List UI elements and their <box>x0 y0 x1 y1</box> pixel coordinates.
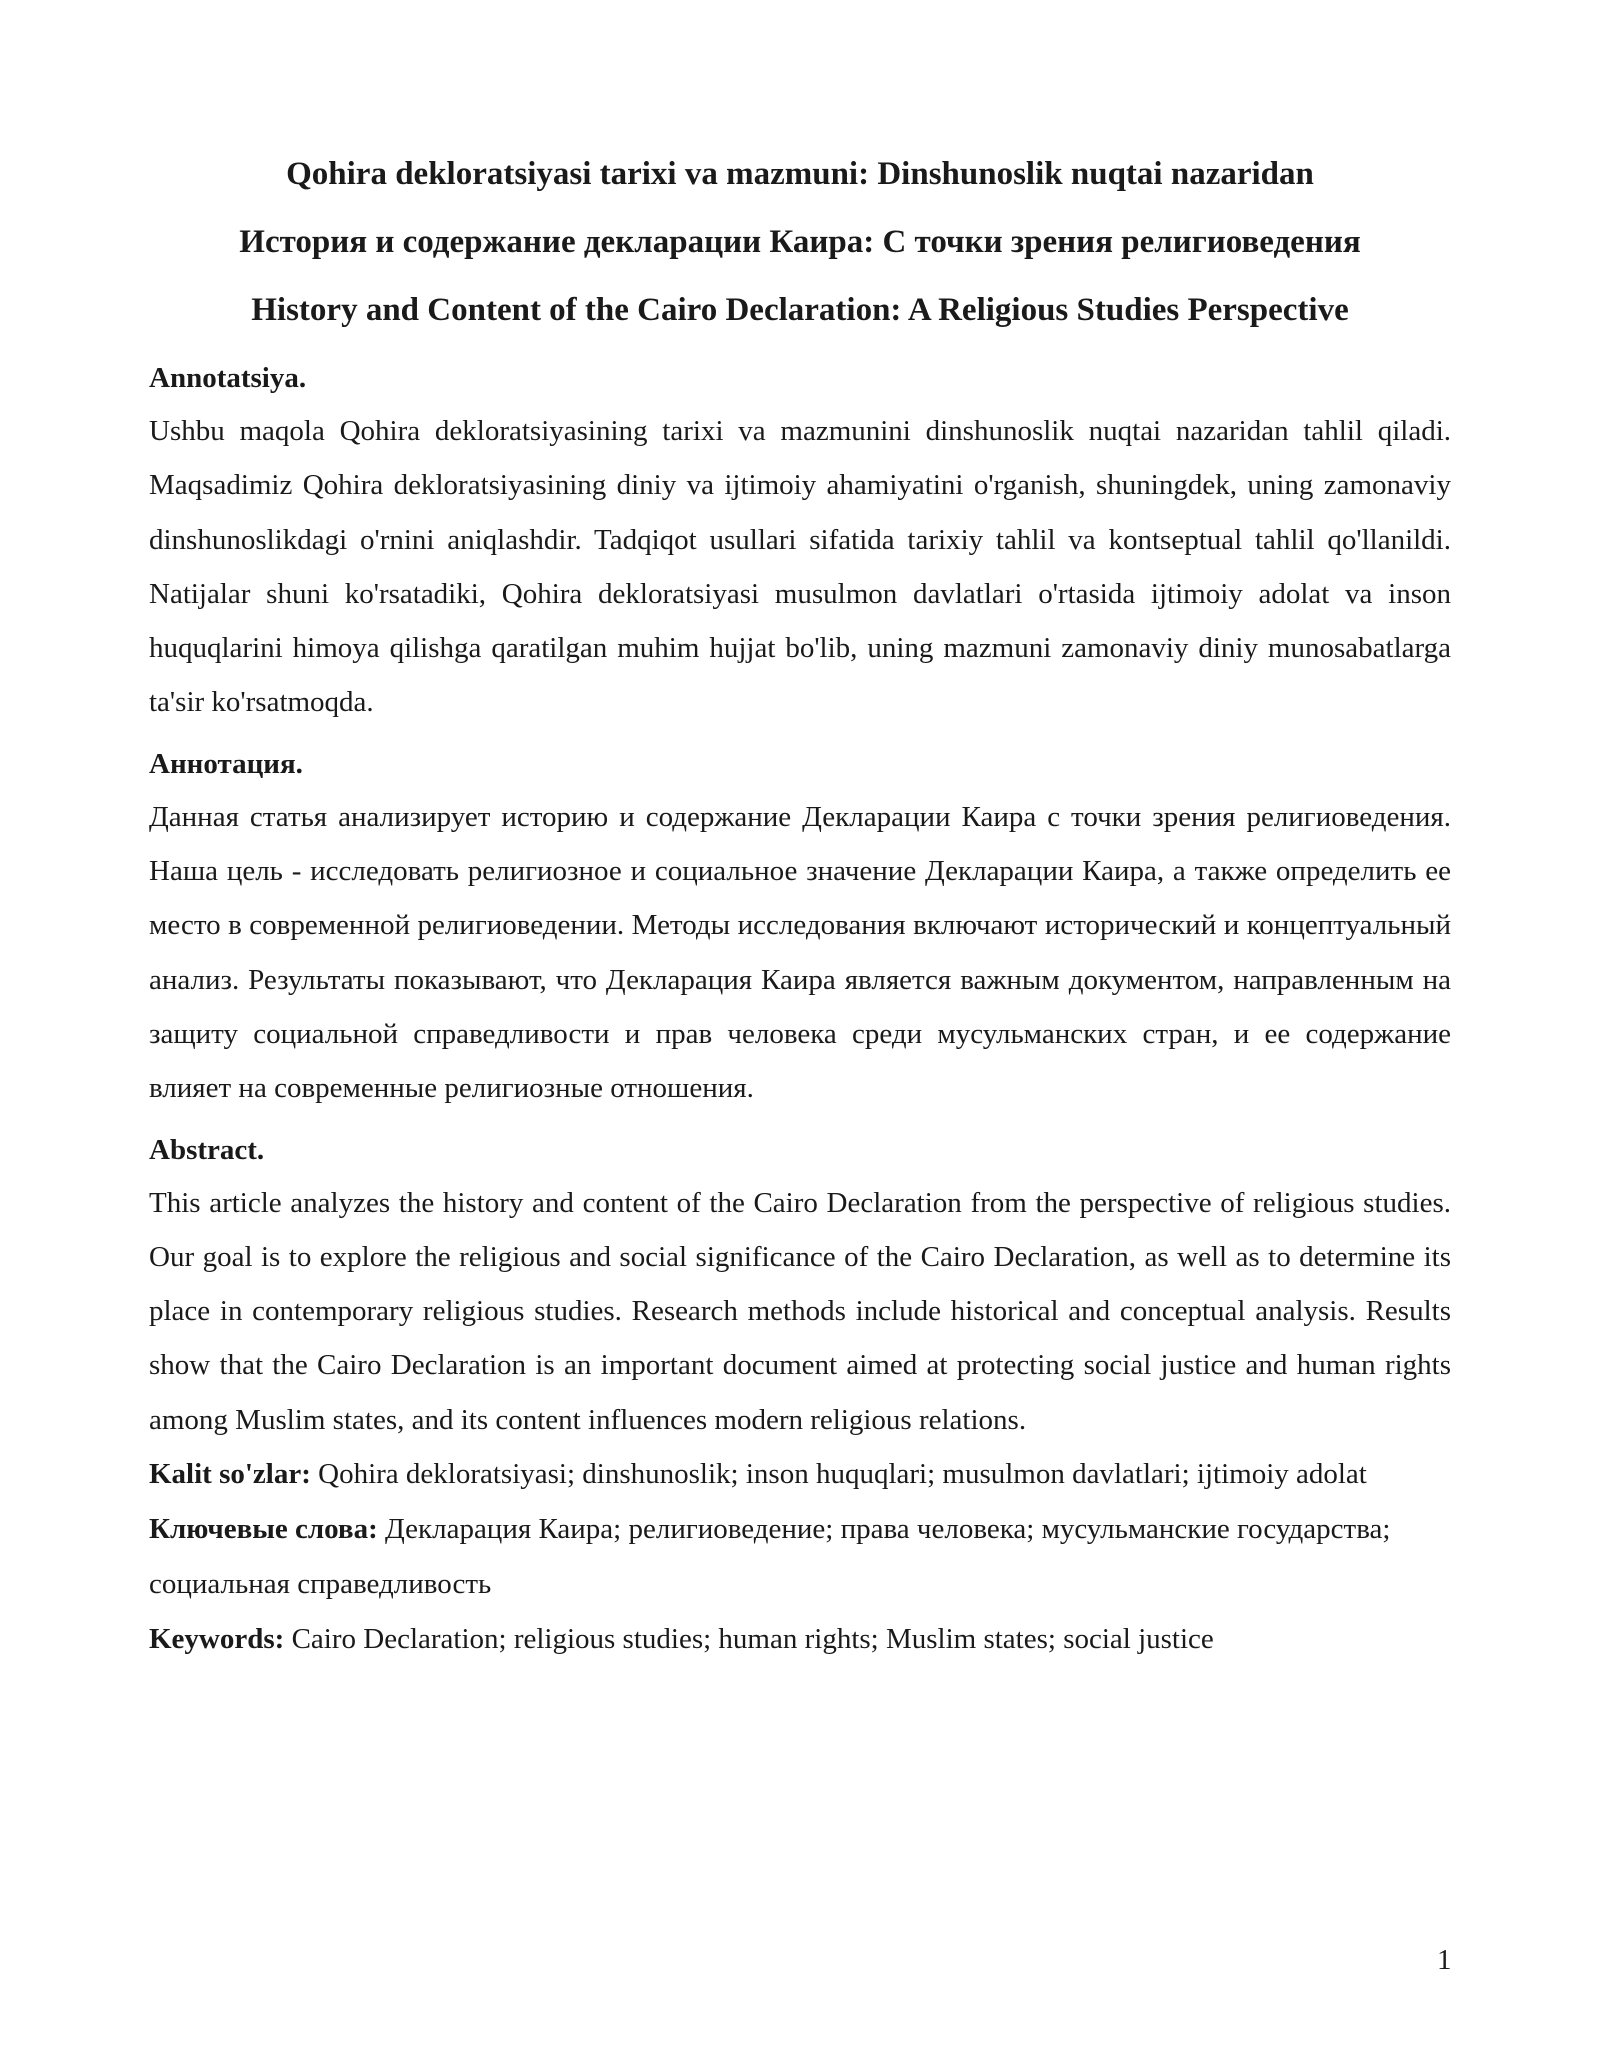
keywords-list-uzbek: Qohira dekloratsiyasi; dinshunoslik; inson huquqlari; musulmon davlatlari; ijtimoiy adolat <box>310 1458 1367 1491</box>
abstract-text-english: This article analyzes the history and content of the Cairo Declaration from the perspective of religious studies. Our goal is to explore the religious and social significance of the Cairo Declaration, as well as to determine its place in contemporary religious studies. Research methods include historical and conceptual analysis. Results show that the Cairo Declaration is an important document aimed at protecting social justice and human rights among Muslim states, and its content influences modern religious relations. <box>149 1186 1451 1436</box>
keywords-label-russian: Ключевые слова: <box>149 1513 378 1546</box>
keywords-list-russian: Декларация Каира; религиоведение; права человека; мусульманские государства; социальная справедливость <box>149 1513 1391 1601</box>
abstract-text-russian: Данная статья анализирует историю и содержание Декларации Каира с точки зрения религиоведения. Наша цель - исследовать религиозное и социальное значение Декларации Каира, а также определить ее место в современной религиоведении. Методы исследования включают исторический и концептуальный анализ. Результаты показывают, что Декларация Каира является важным документом, направленным на защиту социальной справедливости и прав человека среди мусульманских стран, и ее содержание влияет на современные религиозные отношения. <box>149 800 1451 1105</box>
title-uzbek: Qohira dekloratsiyasi tarixi va mazmuni: Dinshunoslik nuqtai nazaridan <box>286 156 1314 192</box>
abstract-text-uzbek: Ushbu maqola Qohira dekloratsiyasining tarixi va mazmunini dinshunoslik nuqtai nazaridan tahlil qiladi. Maqsadimiz Qohira dekloratsiyasining diniy va ijtimoiy ahamiyatini o'rganish, shuningdek, uning zamonaviy dinshunoslikdagi o'rnini aniqlashdir. Tadqiqot usullari sifatida tarixiy tahlil va kontseptual tahlil qo'llanildi. Natijalar shuni ko'rsatadiki, Qohira dekloratsiyasi musulmon davlatlari o'rtasida ijtimoiy adolat va inson huquqlarini himoya qilishga qaratilgan muhim hujjat bo'lib, uning mazmuni zamonaviy diniy munosabatlarga ta'sir ko'rsatmoqda. <box>149 415 1451 719</box>
page-number: 1 <box>1437 1944 1452 1976</box>
abstract-heading-uzbek: Annotatsiya. <box>149 362 307 394</box>
keywords-english <box>149 1612 1451 1667</box>
keywords-list-english: Cairo Declaration; religious studies; human rights; Muslim states; social justice <box>284 1623 1214 1656</box>
title-english: History and Content of the Cairo Declaration: A Religious Studies Perspective <box>251 292 1349 328</box>
abstract-heading-russian: Аннотация. <box>149 747 303 780</box>
abstract-heading-english: Abstract. <box>149 1133 265 1166</box>
keywords-uzbek <box>149 1447 1451 1502</box>
title-russian: История и содержание декларации Каира: С точки зрения религиоведения <box>239 224 1361 260</box>
keywords-russian <box>149 1502 1451 1612</box>
document-page <box>149 140 1451 1667</box>
keywords-label-uzbek: Kalit so'zlar: <box>149 1458 311 1491</box>
keywords-label-english: Keywords: <box>149 1623 285 1656</box>
